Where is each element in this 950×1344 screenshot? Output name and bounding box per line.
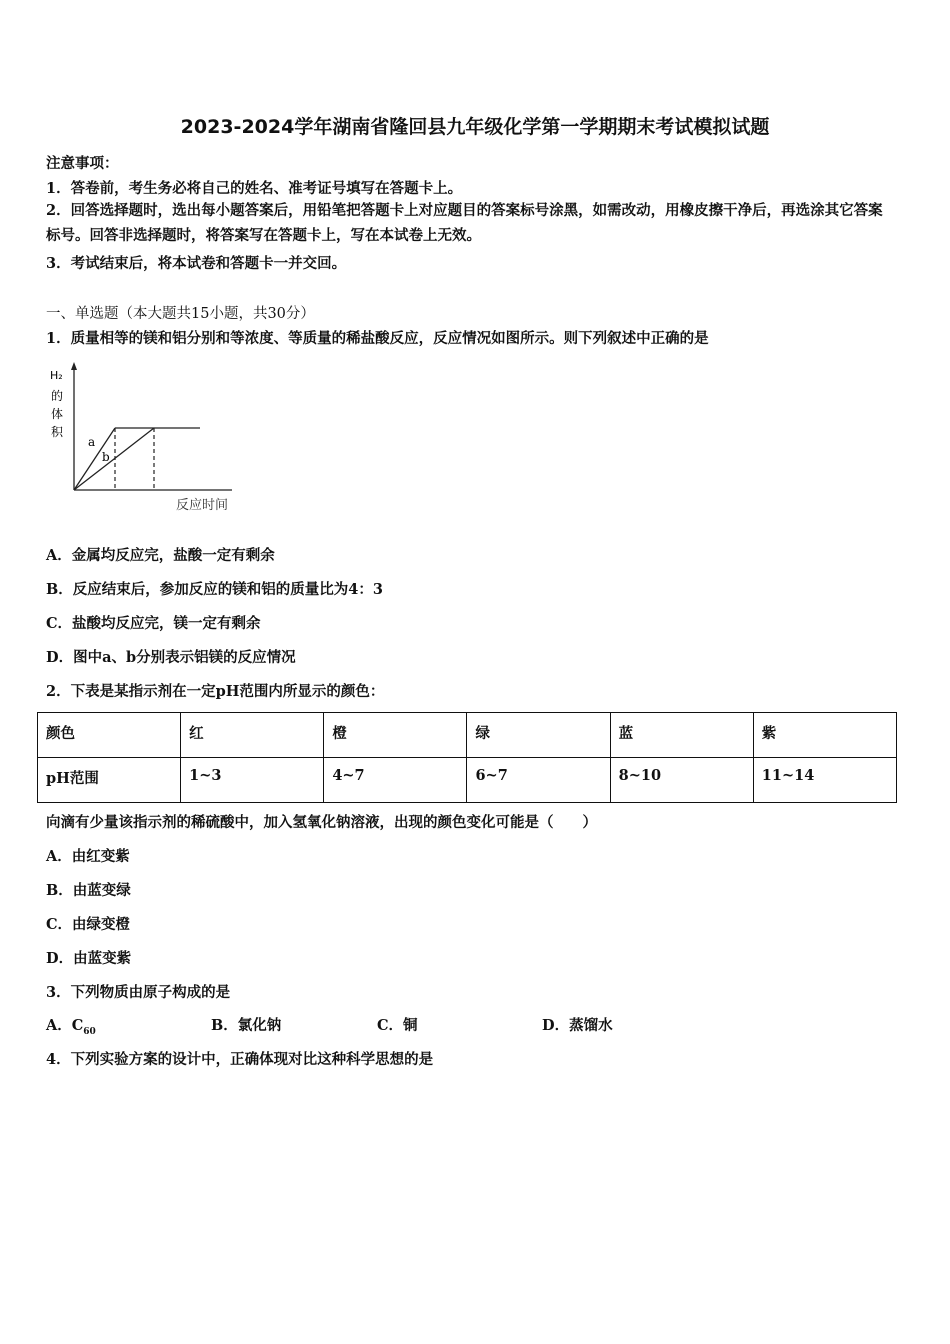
section-heading: 一、单选题（本大题共15小题，共30分） (46, 306, 315, 322)
graph-label-b: b (102, 450, 110, 464)
graph-ylabel-char-1: 的 (51, 389, 64, 403)
notice-item-3: 3．考试结束后，将本试卷和答题卡一并交回。 (46, 255, 347, 272)
q2-stem: 2．下表是某指示剂在一定pH范围内所显示的颜色： (46, 683, 385, 700)
table-cell: 绿 (467, 713, 610, 758)
table-cell: 8~10 (610, 758, 753, 803)
q1-option-b: B．反应结束后，参加反应的镁和铝的质量比为4：3 (46, 581, 383, 598)
table-cell: 颜色 (38, 713, 181, 758)
table-cell: 红 (181, 713, 324, 758)
q1-option-c: C．盐酸均反应完，镁一定有剩余 (46, 615, 261, 632)
q2-option-b: B．由蓝变绿 (46, 882, 131, 899)
notice-heading: 注意事项： (46, 155, 119, 172)
table-row (38, 713, 897, 758)
q3-option-b: B．氯化钠 (211, 1017, 282, 1034)
table-cell: 11~14 (753, 758, 896, 803)
curve-b (74, 428, 154, 490)
table-cell: pH范围 (38, 758, 181, 803)
table-cell: 紫 (753, 713, 896, 758)
q3-option-a (46, 1014, 96, 1037)
graph-ylabel-char-2: 体 (51, 407, 64, 421)
table-cell: 蓝 (610, 713, 753, 758)
q1-reaction-graph (44, 360, 254, 520)
y-axis-arrow (71, 362, 77, 370)
table-cell: 1~3 (181, 758, 324, 803)
graph-label-a: a (88, 435, 96, 449)
q4-stem: 4．下列实验方案的设计中，正确体现对比这种科学思想的是 (46, 1051, 434, 1068)
table-cell: 4~7 (324, 758, 467, 803)
graph-xlabel: 反应时间 (176, 498, 229, 513)
table-row (38, 758, 897, 803)
notice-item-2: 2．回答选择题时，选出每小题答案后，用铅笔把答题卡上对应题目的答案标号涂黑，如需改动，用橡皮擦干净后，再选涂其它答案标号。回答非选择题时，将答案写在答题卡上，写在本试卷上无效。 (46, 202, 883, 244)
table-cell: 6~7 (467, 758, 610, 803)
table-cell: 橙 (324, 713, 467, 758)
graph-ylabel-h2: H₂ (50, 369, 63, 382)
q2-option-a: A．由红变紫 (46, 848, 130, 865)
q1-option-d: D．图中a、b分别表示铝镁的反应情况 (46, 649, 296, 666)
graph-ylabel-char-3: 积 (51, 425, 64, 439)
q2-followup: 向滴有少量该指示剂的稀硫酸中，加入氢氧化钠溶液，出现的颜色变化可能是（ ） (46, 814, 597, 831)
q3-stem: 3．下列物质由原子构成的是 (46, 984, 231, 1001)
q3-option-d: D．蒸馏水 (542, 1017, 613, 1034)
page-title: 2023-2024学年湖南省隆回县九年级化学第一学期期末考试模拟试题 (180, 116, 770, 138)
q2-option-c: C．由绿变橙 (46, 916, 131, 933)
q3-option-a-subscript: 60 (83, 1026, 96, 1037)
q3-option-a-text: A．C (46, 1017, 84, 1034)
notice-item-1: 1．答卷前，考生务必将自己的姓名、准考证号填写在答题卡上。 (46, 180, 463, 197)
indicator-table (37, 712, 897, 803)
q3-option-c: C．铜 (377, 1017, 418, 1034)
q1-stem: 1．质量相等的镁和铝分别和等浓度、等质量的稀盐酸反应，反应情况如图所示。则下列叙述中正确的是 (46, 330, 709, 347)
q2-option-d: D．由蓝变紫 (46, 950, 132, 967)
q1-option-a: A．金属均反应完，盐酸一定有剩余 (46, 547, 275, 564)
